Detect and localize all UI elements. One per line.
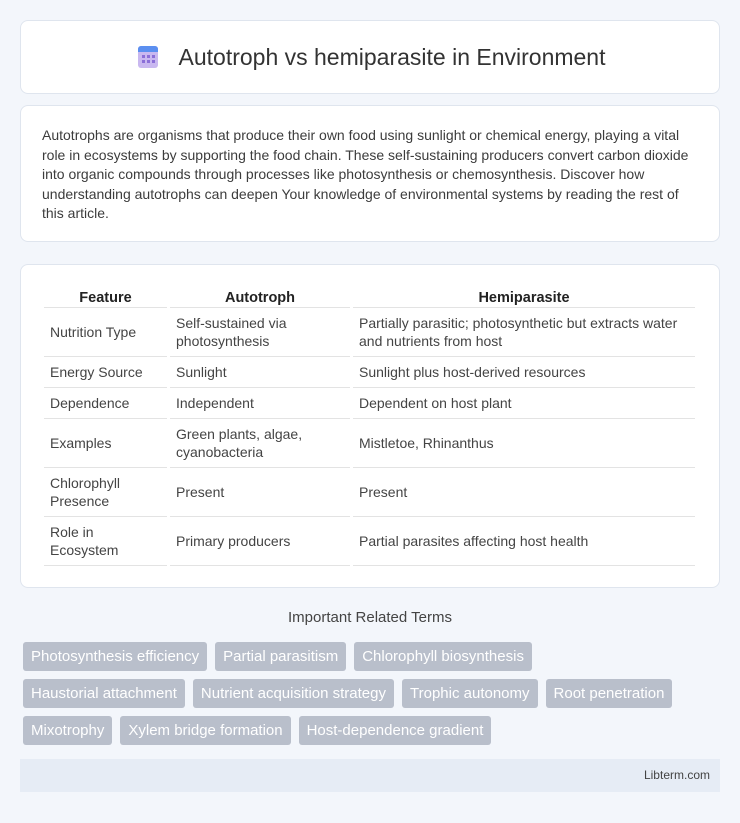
intro-card: [20, 105, 720, 242]
table-row: [44, 308, 695, 357]
table-cell-feature: Chlorophyll Presence: [44, 468, 167, 517]
table-cell-hemiparasite: Partially parasitic; photosynthetic but extracts water and nutrients from host: [353, 308, 695, 357]
table-cell-autotroph: Sunlight: [170, 357, 350, 388]
column-header-feature: Feature: [44, 285, 167, 308]
column-header-autotroph: Autotroph: [170, 285, 350, 308]
table-row: [44, 468, 695, 517]
table-cell-autotroph: Present: [170, 468, 350, 517]
footer: [20, 759, 720, 792]
table-cell-autotroph: Green plants, algae, cyanobacteria: [170, 419, 350, 468]
title-wrap: [135, 44, 606, 71]
table-cell-hemiparasite: Sunlight plus host-derived resources: [353, 357, 695, 388]
related-terms-title: Important Related Terms: [288, 609, 452, 626]
related-term-tag[interactable]: Mixotrophy: [23, 716, 112, 745]
page-title: Autotroph vs hemiparasite in Environment: [178, 43, 606, 70]
table-row: [44, 419, 695, 468]
table-row: [44, 357, 695, 388]
related-term-tag[interactable]: Xylem bridge formation: [120, 716, 290, 745]
related-term-tag[interactable]: Haustorial attachment: [23, 679, 185, 708]
table-cell-feature: Role in Ecosystem: [44, 517, 167, 566]
header-card: [20, 20, 720, 94]
table-cell-hemiparasite: Dependent on host plant: [353, 388, 695, 419]
table-cell-feature: Dependence: [44, 388, 167, 419]
table-header-row: [44, 285, 695, 308]
table-cell-feature: Examples: [44, 419, 167, 468]
related-term-tag[interactable]: Host-dependence gradient: [299, 716, 492, 745]
tag-row: [23, 642, 723, 671]
document-icon: [135, 44, 161, 70]
tag-row: [23, 679, 723, 708]
related-term-tag[interactable]: Partial parasitism: [215, 642, 346, 671]
related-term-tag[interactable]: Root penetration: [546, 679, 673, 708]
table-cell-hemiparasite: Present: [353, 468, 695, 517]
intro-paragraph: Autotrophs are organisms that produce their own food using sunlight or chemical energy, playing a vital role in ecosystems by supporting the food chain. These self-sustaining producers convert carbon dioxide into organic compounds through processes like photosynthesis or chemosynthesis. Discover how understanding autotrophs can deepen Your knowledge of environmental systems by reading the rest of this article.: [42, 127, 689, 221]
comparison-table-card: [20, 264, 720, 588]
table-cell-autotroph: Self-sustained via photosynthesis: [170, 308, 350, 357]
comparison-table: [41, 285, 698, 566]
table-row: [44, 388, 695, 419]
related-terms-tags: [23, 642, 723, 753]
table-cell-feature: Energy Source: [44, 357, 167, 388]
table-cell-feature: Nutrition Type: [44, 308, 167, 357]
table-row: [44, 517, 695, 566]
table-cell-autotroph: Independent: [170, 388, 350, 419]
table-cell-hemiparasite: Mistletoe, Rhinanthus: [353, 419, 695, 468]
related-term-tag[interactable]: Nutrient acquisition strategy: [193, 679, 394, 708]
footer-brand-link[interactable]: Libterm.com: [643, 768, 710, 782]
tag-row: [23, 716, 723, 745]
related-term-tag[interactable]: Trophic autonomy: [402, 679, 538, 708]
related-term-tag[interactable]: Chlorophyll biosynthesis: [354, 642, 532, 671]
table-cell-autotroph: Primary producers: [170, 517, 350, 566]
related-term-tag[interactable]: Photosynthesis efficiency: [23, 642, 207, 671]
column-header-hemiparasite: Hemiparasite: [353, 285, 695, 308]
table-cell-hemiparasite: Partial parasites affecting host health: [353, 517, 695, 566]
